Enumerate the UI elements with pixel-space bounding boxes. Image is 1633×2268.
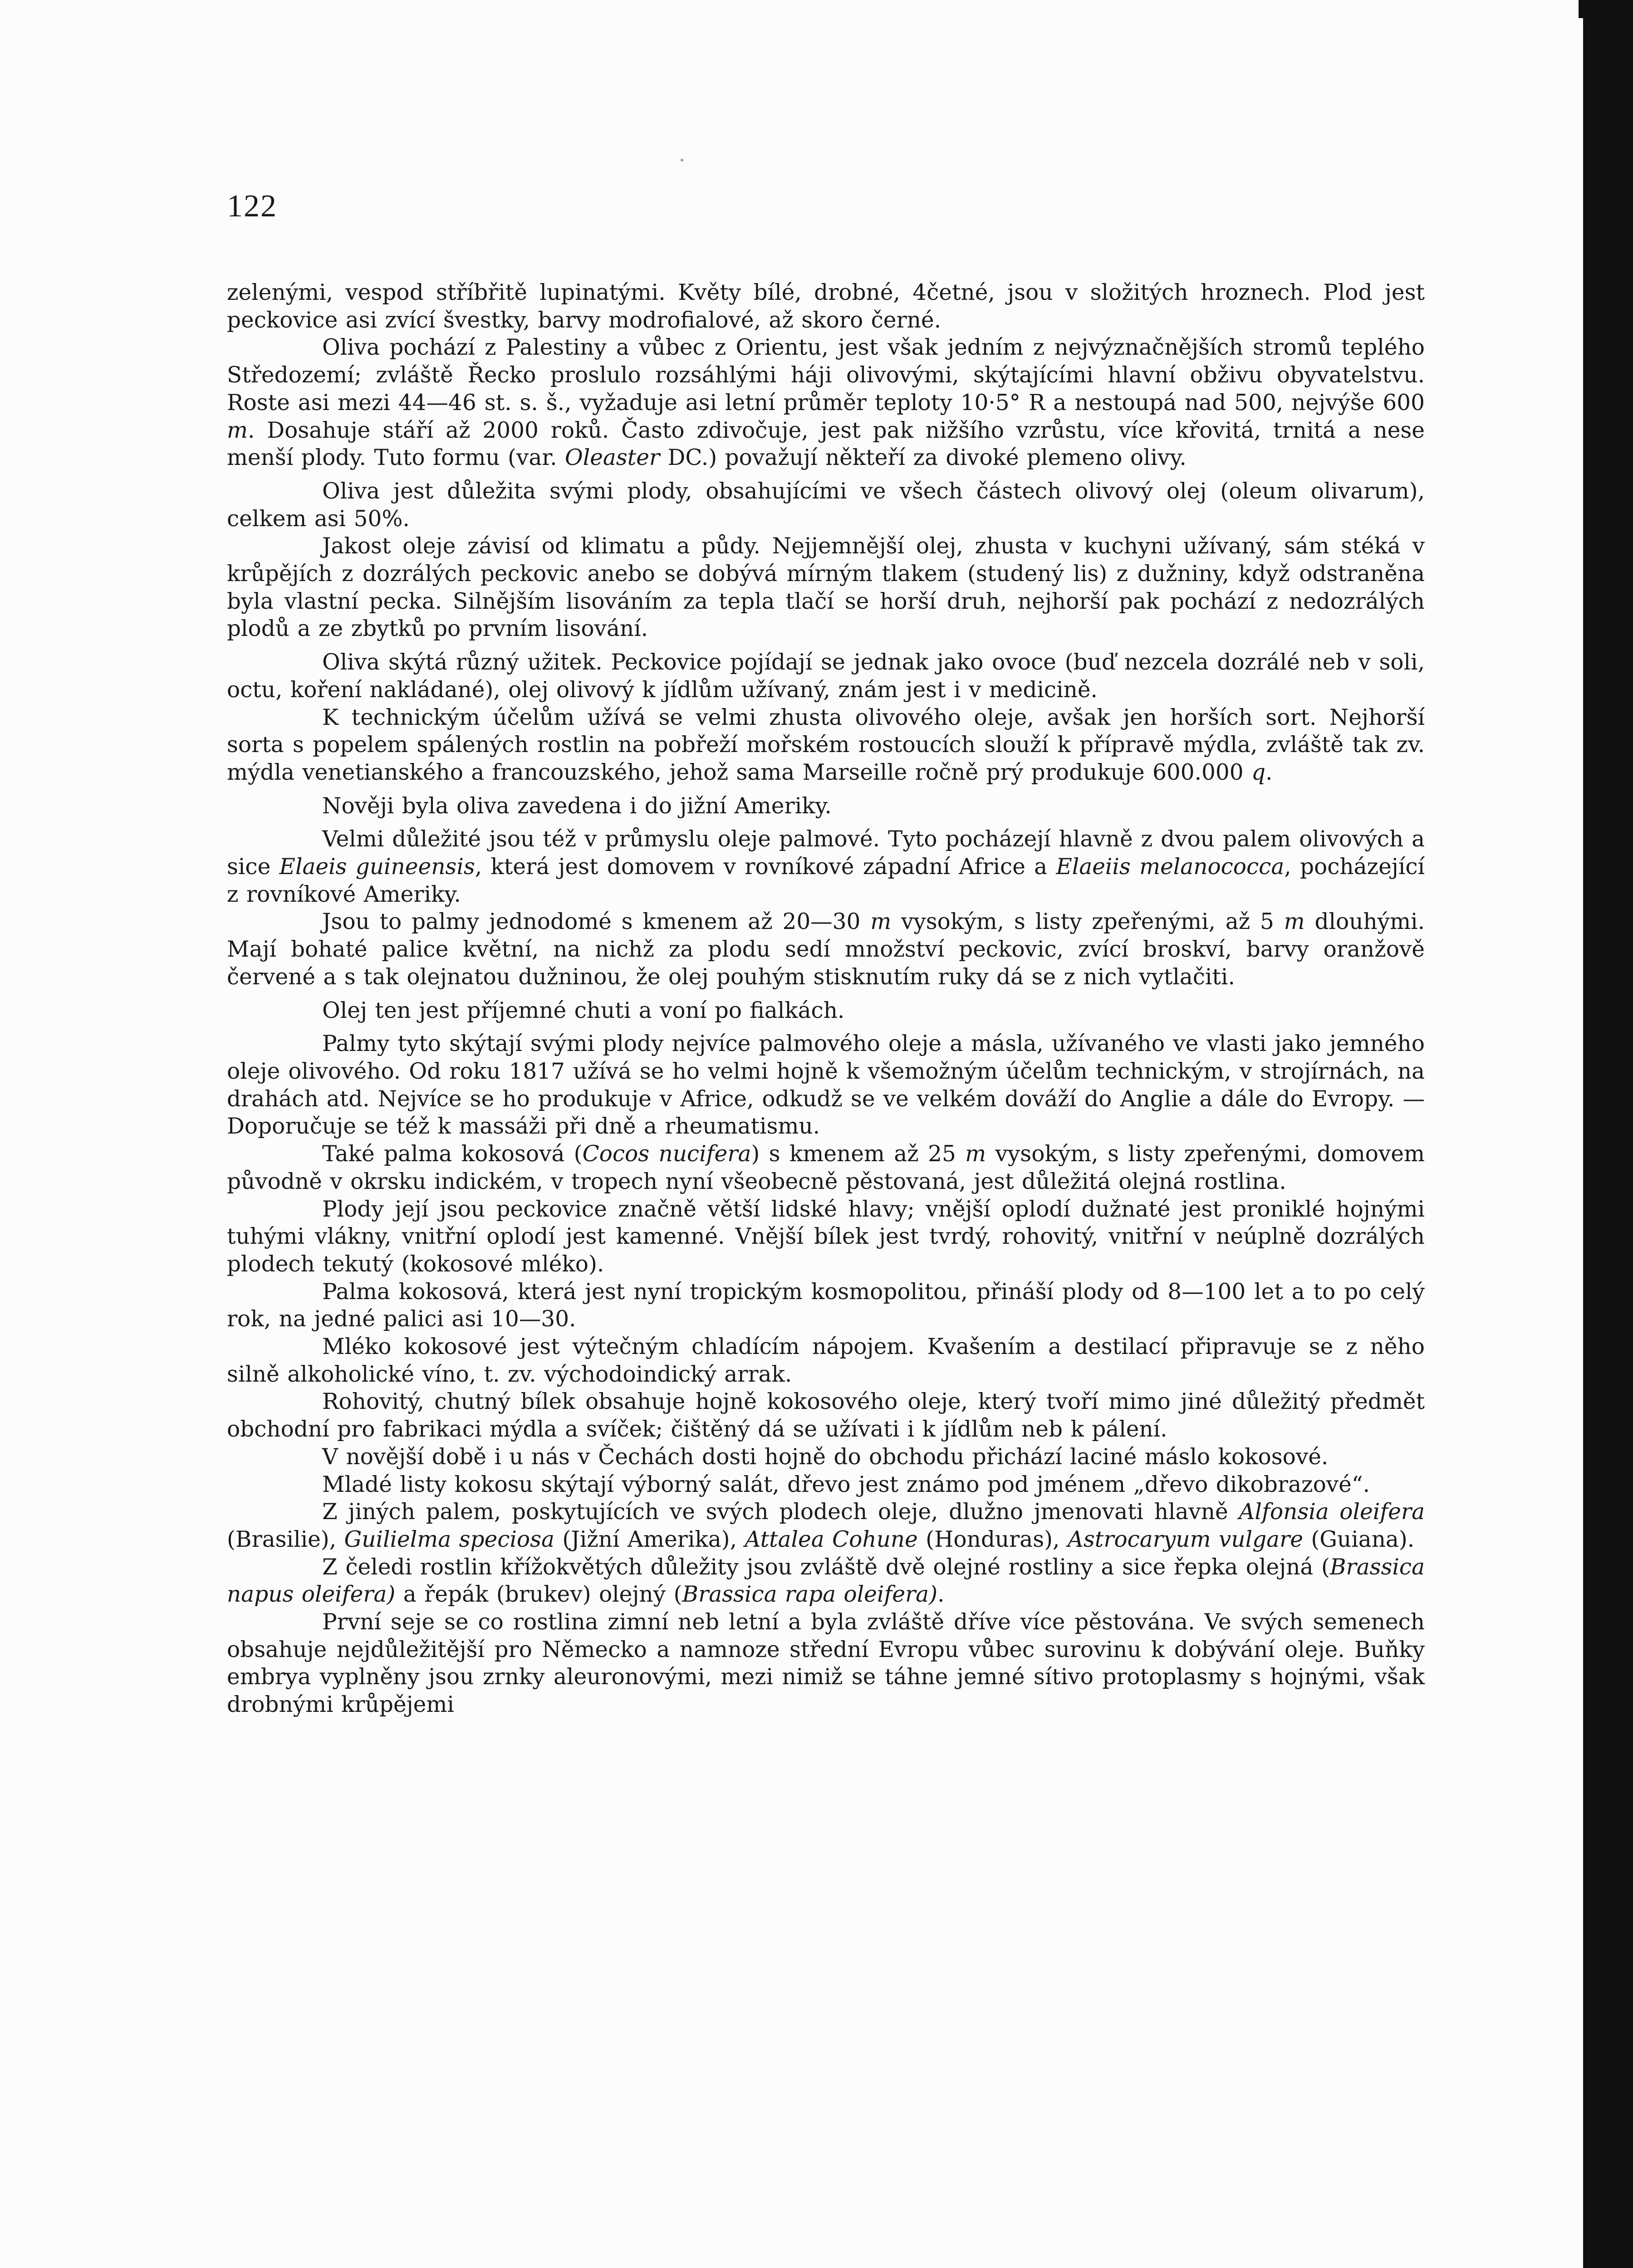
paragraph xyxy=(227,478,1425,533)
paragraph xyxy=(227,1498,1425,1553)
text-run: (Honduras), xyxy=(917,1526,1068,1552)
text-run: Palma kokosová, která jest nyní tropickým kosmopolitou, přináší plody od 8—100 let a to po celý rok, na jedné palici asi 10—30. xyxy=(227,1279,1425,1332)
paragraph xyxy=(227,1196,1425,1278)
text-run: , pocházející z rovníkové Ameriky. xyxy=(227,854,1425,907)
paragraph xyxy=(227,1140,1425,1195)
paragraph xyxy=(227,1471,1425,1499)
text-run: První seje se co rostlina zimní neb letní a byla zvláště dříve více pěstována. Ve svých semenech obsahuje nejdůležitější pro Německo a namnoze střední Evropu vůbec surovinu k dobývání oleje. Buňky embrya vyplněny jsou zrnky aleuronovými, mezi nimiž se táhne jemné sítivo protoplasmy s hojnými, však drobnými krůpějemi xyxy=(227,1609,1425,1718)
italic-term: m xyxy=(1284,909,1305,935)
text-run: V novější době i u nás v Čechách dosti hojně do obchodu přichází laciné máslo kokosové. xyxy=(322,1444,1329,1470)
italic-term: Brassica napus oleifera) xyxy=(227,1554,1425,1608)
scan-edge xyxy=(1583,0,1633,2268)
text-run: Jakost oleje závisí od klimatu a půdy. Nejjemnější olej, zhusta v kuchyni užívaný, sám stéká v krůpějích z dozrálých peckovic anebo se dobývá mírným tlakem (studený lis) z dužniny, když odstraněna byla vlastní pecka. Silnějším lisováním za tepla tlačí se horší druh, nejhorší pak pochází z nedozrálých plodů a ze zbytků po prvním lisování. xyxy=(227,533,1425,642)
paragraph xyxy=(227,279,1425,334)
text-run: Velmi důležité jsou též v průmyslu oleje palmové. Tyto pocházejí hlavně z dvou palem olivových a sice xyxy=(227,826,1425,880)
paragraph xyxy=(227,533,1425,643)
text-run: Palmy tyto skýtají svými plody nejvíce palmového oleje a másla, užívaného ve vlasti jako jemného oleje olivového. Od roku 1817 užívá se ho velmi hojně k všemožným účelům technickým, v strojírnách, na drahách atd. Nejvíce se ho produkuje v Africe, odkudž se ve velkém dováží do Anglie a dále do Evropy. — Doporučuje se též k massáži při dně a rheumatismu. xyxy=(227,1031,1425,1139)
text-run: ) s kmenem až 25 xyxy=(751,1141,966,1167)
paragraph xyxy=(227,826,1425,908)
text-run: K technickým účelům užívá se velmi zhusta olivového oleje, avšak jen horších sort. Nejhorší sorta s popelem spálených rostlin na pobřeží mořském rostoucích slouží k přípravě mýdla, zvláště tak zv. mýdla venetianského a francouzského, jehož sama Marseille ročně prý produkuje 600.000 xyxy=(227,704,1425,785)
italic-term: Elaeis guineensis xyxy=(279,854,475,880)
text-run: . Dosahuje stáří až 2000 roků. Často zdivočuje, jest pak nižšího vzrůstu, více křovitá, trnitá a nese menší plody. Tuto formu (var. xyxy=(227,417,1425,471)
text-run: Jsou to palmy jednodomé s kmenem až 20—30 xyxy=(322,909,871,935)
italic-term: Alfonsia oleifera xyxy=(1239,1499,1425,1525)
page-number: 122 xyxy=(227,189,277,224)
paragraph xyxy=(227,1443,1425,1471)
text-run: (Brasilie), xyxy=(227,1526,344,1552)
italic-term: Guilielma speciosa xyxy=(344,1526,554,1552)
italic-term: m xyxy=(227,417,248,443)
paragraph xyxy=(227,1030,1425,1140)
text-run: Oliva jest důležita svými plody, obsahujícími ve všech částech olivový olej (oleum olivarum), celkem asi 50%. xyxy=(227,478,1425,532)
italic-term: m xyxy=(965,1141,986,1167)
text-run: Rohovitý, chutný bílek obsahuje hojně kokosového oleje, který tvoří mimo jiné důležitý předmět obchodní pro fabrikaci mýdla a svíček; čištěný dá se užívati i k jídlům neb k pálení. xyxy=(227,1389,1425,1442)
text-run: (Jižní Amerika), xyxy=(554,1526,745,1552)
italic-term: Cocos nucifera xyxy=(582,1141,751,1167)
italic-term: Elaeiis melanococca xyxy=(1056,854,1285,880)
text-run: (Guiana). xyxy=(1303,1526,1415,1552)
text-run: . xyxy=(937,1582,945,1608)
text-run: Oliva pochází z Palestiny a vůbec z Orientu, jest však jedním z nejvýznačnějších stromů teplého Středozemí; zvláště Řecko proslulo rozsáhlými háji olivovými, skýtajícími hlavní obživu obyvatelstvu. Roste asi mezi 44—46 st. s. š., vyžaduje asi letní průměr teploty 10·5° R a nestoupá nad 500, nejvýše 600 xyxy=(227,335,1425,415)
paragraph xyxy=(227,908,1425,991)
text-run: Plody její jsou peckovice značně větší lidské hlavy; vnější oplodí dužnaté jest proniklé hojnými tuhými vlákny, vnitřní oplodí jest kamenné. Vnější bílek jest tvrdý, rohovitý, vnitřní v neúplně dozrálých plodech tekutý (kokosové mléko). xyxy=(227,1196,1425,1277)
paragraph xyxy=(227,792,1425,820)
paragraph xyxy=(227,334,1425,472)
text-run: Mladé listy kokosu skýtají výborný salát, dřevo jest známo pod jménem „dřevo dikobrazové“. xyxy=(322,1471,1370,1497)
scan-speck xyxy=(681,159,683,161)
text-run: Mléko kokosové jest výtečným chladícím nápojem. Kvašením a destilací připravuje se z něho silně alkoholické víno, t. zv. východoindický arrak. xyxy=(227,1334,1425,1387)
text-run: vysokým, s listy zpeřenými, až 5 xyxy=(891,909,1284,935)
text-run: dlouhými. Mají bohaté palice květní, na nichž za plodu sedí množství peckovic, zvící broskví, barvy oranžově červené a s tak olejnatou dužninou, že olej pouhým stisknutím ruky dá se z nich vytlačiti. xyxy=(227,909,1425,990)
paragraph xyxy=(227,649,1425,704)
paragraph xyxy=(227,704,1425,787)
text-run: Z jiných palem, poskytujících ve svých plodech oleje, dlužno jmenovati hlavně xyxy=(322,1499,1239,1525)
italic-term: m xyxy=(870,909,892,935)
italic-term: Attalea Cohune xyxy=(745,1526,918,1552)
text-run: . xyxy=(1265,759,1273,785)
text-run: , která jest domovem v rovníkové západní Africe a xyxy=(475,854,1056,880)
text-run: Z čeledi rostlin křížokvětých důležity jsou zvláště dvě olejné rostliny a sice řepka olejná ( xyxy=(322,1554,1330,1580)
paragraph xyxy=(227,1278,1425,1333)
italic-term: Astrocaryum vulgare xyxy=(1067,1526,1303,1552)
paragraph xyxy=(227,997,1425,1025)
text-run: a řepák (brukev) olejný ( xyxy=(395,1582,682,1608)
text-run: Nověji byla oliva zavedena i do jižní Ameriky. xyxy=(322,793,832,819)
scan-edge-top xyxy=(1579,0,1633,18)
paragraph xyxy=(227,1333,1425,1388)
paragraph xyxy=(227,1554,1425,1608)
italic-term: q xyxy=(1251,759,1266,785)
body-text xyxy=(227,279,1425,1719)
text-run: Olej ten jest příjemné chuti a voní po fialkách. xyxy=(322,997,845,1023)
text-run: DC.) považují někteří za divoké plemeno olivy. xyxy=(660,445,1187,471)
text-run: Také palma kokosová ( xyxy=(322,1141,583,1167)
text-run: Oliva skýtá různý užitek. Peckovice pojídají se jednak jako ovoce (buď nezcela dozrálé neb v soli, octu, koření nakládané), olej olivový k jídlům užívaný, znám jest i v medicině. xyxy=(227,650,1425,703)
italic-term: Oleaster xyxy=(564,445,660,471)
text-run: vysokým, s listy zpeřenými, domovem původně v okrsku indickém, v tropech nyní všeobecně pěstovaná, jest důležitá olejná rostlina. xyxy=(227,1141,1425,1194)
text-run: zelenými, vespod stříbřitě lupinatými. Květy bílé, drobné, 4četné, jsou v složitých hroznech. Plod jest peckovice asi zvící švestky, barvy modrofialové, až skoro černé. xyxy=(227,280,1425,333)
italic-term: Brassica rapa oleifera) xyxy=(682,1582,937,1608)
paragraph xyxy=(227,1388,1425,1443)
paragraph xyxy=(227,1608,1425,1719)
